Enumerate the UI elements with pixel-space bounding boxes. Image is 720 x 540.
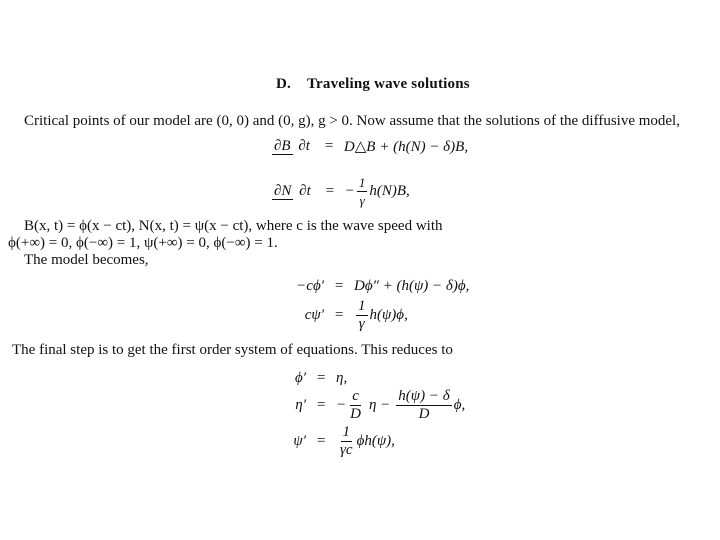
lhs-numerator: ∂B — [274, 138, 291, 154]
paragraph-first-order-system: The final step is to get the first order system of equations. This reduces to — [12, 342, 453, 358]
equals-sign: = — [315, 370, 327, 386]
fraction-h-minus-delta-over-d — [396, 388, 451, 423]
fraction-numerator: c — [352, 388, 359, 404]
equals-sign: = — [315, 433, 327, 449]
rhs-expression: η, — [336, 370, 348, 386]
equals-sign: = — [323, 138, 334, 154]
equation-system-psi — [288, 424, 395, 459]
section-heading — [276, 76, 470, 93]
lhs-expression: η′ — [295, 397, 306, 413]
rhs-expression: D△B + (h(N) − δ)B, — [343, 139, 469, 155]
rhs-expression: ϕh(ψ), — [356, 433, 395, 449]
fraction-numerator: h(ψ) − δ — [398, 388, 450, 404]
equation-diffusive-b — [270, 137, 468, 156]
paragraph-critical-points: Critical points of our model are (0, 0) and (0, g), g > 0. Now assume that the solutions of the diffusive model, — [24, 113, 680, 129]
coefficient-numerator: 1 — [358, 175, 366, 190]
coefficient-denominator: γ — [358, 316, 365, 332]
lhs-numerator: ∂N — [274, 183, 292, 199]
paragraph-model-becomes: The model becomes, — [24, 252, 149, 268]
lhs-expression: ψ′ — [293, 433, 306, 449]
lhs-expression: −cϕ′ — [296, 278, 324, 294]
lhs-denominator: ∂t — [298, 138, 310, 154]
rhs-expression: Dϕ″ + (h(ψ) − δ)ϕ, — [354, 278, 470, 294]
equation-system-phi — [288, 370, 347, 387]
equation-system-eta — [288, 388, 465, 423]
paragraph-wave-ansatz-line1: B(x, t) = ϕ(x − ct), N(x, t) = ψ(x − ct), where c is the wave speed with — [24, 218, 443, 234]
rhs-expression: h(ψ)ϕ, — [369, 307, 408, 323]
fraction-c-over-d — [348, 388, 363, 423]
equation-wave-psi — [284, 298, 408, 333]
rhs-prefix: − — [336, 397, 347, 413]
coefficient-denominator: γ — [359, 193, 365, 208]
coefficient-fraction — [356, 298, 368, 333]
fraction-one-over-gamma-c — [338, 424, 355, 459]
section-title: Traveling wave solutions — [306, 76, 470, 92]
section-label: D. — [276, 76, 291, 92]
coefficient-numerator: 1 — [358, 298, 366, 314]
lhs-fraction — [272, 183, 313, 200]
equals-sign: = — [315, 397, 327, 413]
coefficient-fraction — [357, 174, 368, 209]
equals-sign: = — [333, 278, 345, 294]
lhs-fraction — [272, 138, 312, 155]
fraction-denominator: D — [418, 406, 430, 422]
equation-wave-phi — [284, 278, 469, 295]
rhs-expression: h(N)B, — [369, 183, 410, 199]
fraction-numerator: 1 — [342, 424, 351, 440]
rhs-prefix: − — [344, 183, 355, 199]
lhs-denominator: ∂t — [299, 183, 311, 199]
lhs-expression: cψ′ — [304, 307, 324, 323]
equation-diffusive-n — [270, 174, 410, 209]
paragraph-wave-ansatz-line2: ϕ(+∞) = 0, ϕ(−∞) = 1, ψ(+∞) = 0, ϕ(−∞) = 1. — [8, 235, 278, 251]
rhs-expression: ϕ, — [453, 397, 466, 413]
fraction-denominator: γc — [340, 442, 353, 458]
fraction-denominator: D — [350, 406, 361, 422]
middle-term: η − — [368, 397, 391, 413]
equals-sign: = — [333, 307, 345, 323]
equals-sign: = — [324, 183, 335, 199]
lhs-expression: ϕ′ — [294, 370, 306, 386]
